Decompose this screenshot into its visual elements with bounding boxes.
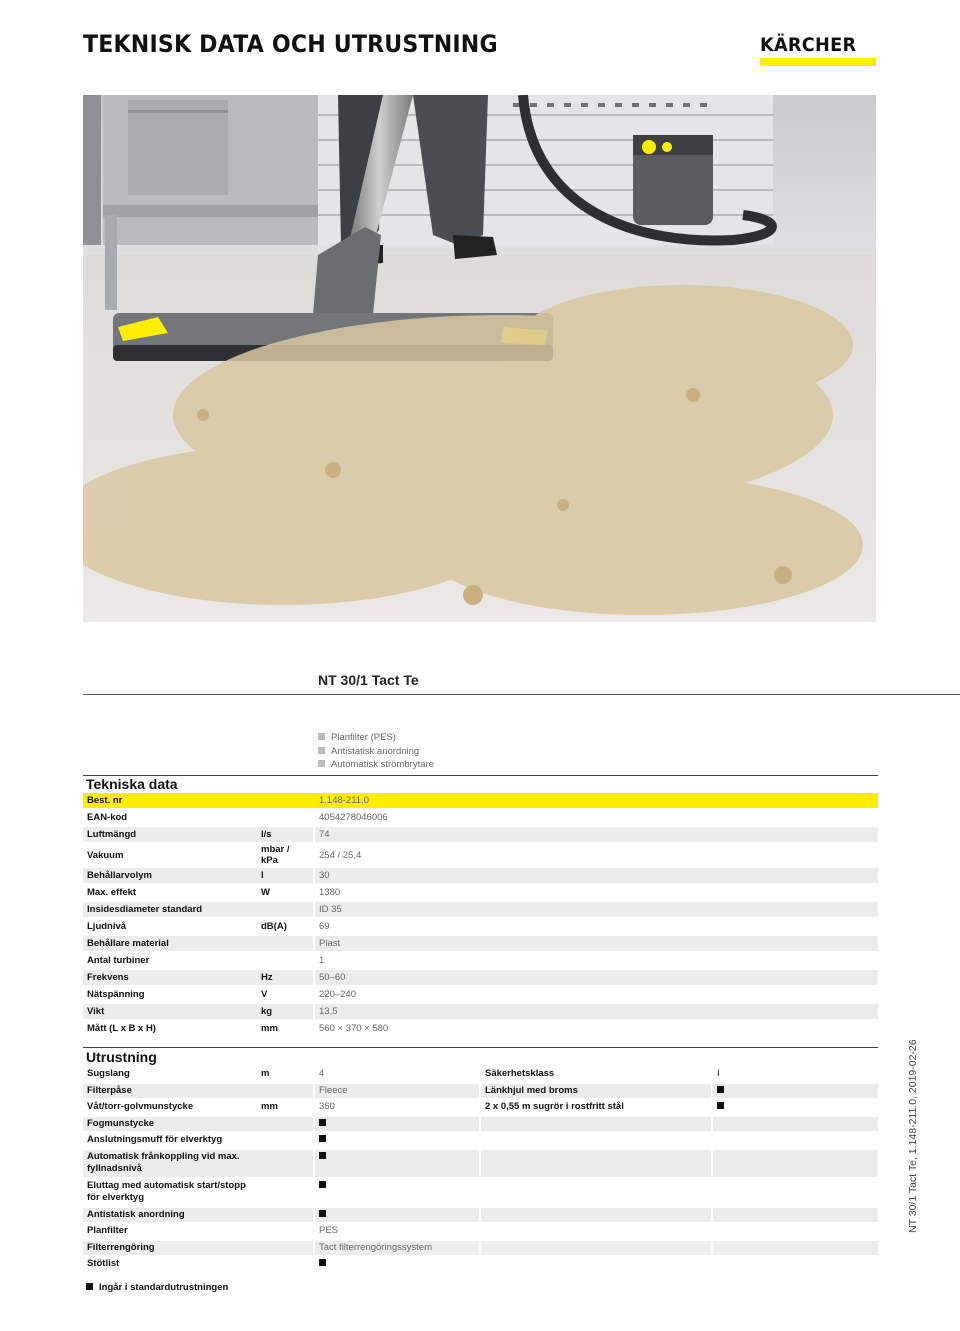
included-square-icon bbox=[319, 1181, 326, 1188]
equip-name-right bbox=[481, 1179, 711, 1206]
table-row bbox=[83, 1208, 878, 1223]
table-row bbox=[83, 1257, 878, 1272]
equip-value: PES bbox=[319, 1225, 339, 1236]
section-divider bbox=[83, 1047, 878, 1048]
spec-name: Vikt bbox=[83, 1004, 257, 1019]
table-row bbox=[83, 844, 878, 866]
spec-name: Behållare material bbox=[83, 936, 257, 951]
feature-item: Antistatisk anordning bbox=[318, 745, 434, 759]
spec-unit: l bbox=[257, 868, 313, 883]
equip-unit bbox=[257, 1208, 313, 1223]
equip-name: Filterrengöring bbox=[83, 1241, 257, 1256]
spec-name: Best. nr bbox=[83, 793, 257, 808]
table-row bbox=[83, 1084, 878, 1099]
spec-unit bbox=[257, 793, 313, 808]
equip-value bbox=[315, 1133, 479, 1148]
spec-unit: kg bbox=[257, 1004, 313, 1019]
equip-value: Tact filterrengöringssystem bbox=[315, 1241, 479, 1256]
spec-unit: V bbox=[257, 987, 313, 1002]
table-row bbox=[83, 970, 878, 985]
spec-name: Antal turbiner bbox=[83, 953, 257, 968]
equip-value-right bbox=[713, 1100, 878, 1115]
spec-unit: l/s bbox=[257, 827, 313, 842]
legend bbox=[86, 1282, 228, 1293]
section-divider bbox=[83, 775, 878, 776]
included-square-icon bbox=[717, 1102, 724, 1109]
spec-name: Ljudnivå bbox=[83, 919, 257, 934]
equip-value-right bbox=[713, 1241, 878, 1256]
logo-text: KÄRCHER bbox=[760, 34, 857, 56]
spec-value: ID 35 bbox=[315, 902, 878, 917]
included-square-icon bbox=[319, 1259, 326, 1266]
included-square-icon bbox=[319, 1135, 326, 1142]
equipment-table bbox=[83, 1065, 878, 1274]
spec-value: 1380 bbox=[315, 885, 878, 900]
equip-name: Planfilter bbox=[87, 1225, 128, 1236]
equip-unit bbox=[257, 1224, 313, 1239]
spec-unit bbox=[257, 953, 313, 968]
spec-value: 220–240 bbox=[315, 987, 878, 1002]
standard-equipment-square-icon bbox=[86, 1283, 93, 1290]
equip-value-right bbox=[713, 1133, 878, 1148]
spec-unit bbox=[257, 810, 313, 825]
spec-name: Max. effekt bbox=[83, 885, 257, 900]
section-title-equipment: Utrustning bbox=[86, 1049, 157, 1065]
equip-unit: m bbox=[261, 1068, 270, 1079]
feature-item: Planfilter (PES) bbox=[318, 731, 434, 745]
table-row bbox=[83, 885, 878, 900]
equip-unit bbox=[257, 1179, 313, 1206]
included-square-icon bbox=[319, 1119, 326, 1126]
equip-value: 360 bbox=[319, 1101, 335, 1112]
equip-name: Antistatisk anordning bbox=[83, 1208, 257, 1223]
feature-list bbox=[318, 731, 434, 772]
tech-data-table bbox=[83, 791, 878, 1038]
table-row bbox=[83, 1179, 878, 1206]
spec-name: Luftmängd bbox=[83, 827, 257, 842]
equip-name-right bbox=[481, 1150, 711, 1177]
logo-yellow-bar bbox=[760, 58, 876, 66]
table-row bbox=[83, 1067, 878, 1082]
spec-value: 69 bbox=[315, 919, 878, 934]
equip-unit bbox=[257, 1150, 313, 1177]
table-row bbox=[83, 810, 878, 825]
table-row bbox=[83, 868, 878, 883]
equip-value-right: I bbox=[717, 1068, 720, 1079]
spec-unit bbox=[257, 902, 313, 917]
page-title: TEKNISK DATA OCH UTRUSTNING bbox=[83, 30, 498, 58]
header-divider bbox=[83, 694, 960, 695]
product-photo bbox=[83, 95, 876, 622]
equip-unit bbox=[257, 1117, 313, 1132]
spec-value: 254 / 25,4 bbox=[315, 844, 878, 866]
table-row bbox=[83, 1133, 878, 1148]
table-row bbox=[83, 1224, 878, 1239]
equip-unit bbox=[257, 1084, 313, 1099]
included-square-icon bbox=[319, 1152, 326, 1159]
equip-name-right: 2 x 0,55 m sugrör i rostfritt stål bbox=[485, 1101, 624, 1112]
spec-unit: mbar / kPa bbox=[257, 844, 313, 866]
equip-name: Sugslang bbox=[87, 1068, 130, 1079]
table-row bbox=[83, 919, 878, 934]
spec-name: EAN-kod bbox=[83, 810, 257, 825]
brand-logo bbox=[760, 34, 876, 66]
equip-value-right bbox=[713, 1208, 878, 1223]
equip-name: Fogmunstycke bbox=[83, 1117, 257, 1132]
table-row bbox=[83, 1117, 878, 1132]
spec-unit: W bbox=[257, 885, 313, 900]
table-row bbox=[83, 1004, 878, 1019]
spec-name: Vakuum bbox=[83, 844, 257, 866]
equip-value-right bbox=[713, 1179, 878, 1206]
table-row bbox=[83, 1150, 878, 1177]
equip-unit bbox=[257, 1241, 313, 1256]
equip-name-right bbox=[481, 1241, 711, 1256]
spec-name: Nätspänning bbox=[83, 987, 257, 1002]
table-row bbox=[83, 793, 878, 808]
equip-value bbox=[315, 1150, 479, 1177]
bullet-square-icon bbox=[318, 733, 325, 740]
section-title-tech: Tekniska data bbox=[86, 776, 178, 792]
spec-value: 13,5 bbox=[315, 1004, 878, 1019]
equip-name: Stötlist bbox=[87, 1258, 120, 1269]
spec-value: 74 bbox=[315, 827, 878, 842]
equip-name: Automatisk frånkoppling vid max. fyllnadsnivå bbox=[83, 1150, 257, 1177]
table-row bbox=[83, 936, 878, 951]
spec-value: 50–60 bbox=[315, 970, 878, 985]
table-row bbox=[83, 1100, 878, 1115]
spec-unit: Hz bbox=[257, 970, 313, 985]
equip-value bbox=[315, 1208, 479, 1223]
included-square-icon bbox=[319, 1210, 326, 1217]
equip-name: Våt/torr-golvmunstycke bbox=[87, 1101, 194, 1112]
equip-unit bbox=[257, 1257, 313, 1272]
equip-value-right bbox=[713, 1150, 878, 1177]
equip-name-right bbox=[481, 1208, 711, 1223]
equip-name-right: Säkerhetsklass bbox=[485, 1068, 555, 1079]
legend-label: Ingår i standardutrustningen bbox=[99, 1282, 229, 1293]
equip-unit bbox=[257, 1133, 313, 1148]
equip-name-right: Länkhjul med broms bbox=[481, 1084, 711, 1099]
spec-name: Insidesdiameter standard bbox=[83, 902, 257, 917]
spec-unit: dB(A) bbox=[257, 919, 313, 934]
spec-name: Frekvens bbox=[83, 970, 257, 985]
equip-name-right bbox=[481, 1117, 711, 1132]
table-row bbox=[83, 827, 878, 842]
spec-value: 1.148-211.0 bbox=[315, 793, 878, 808]
equip-value bbox=[315, 1179, 479, 1206]
table-row bbox=[83, 902, 878, 917]
spec-value: 4054278046006 bbox=[315, 810, 878, 825]
equip-value bbox=[315, 1117, 479, 1132]
spec-value: Plast bbox=[315, 936, 878, 951]
spec-value: 1 bbox=[315, 953, 878, 968]
equip-value: Fleece bbox=[315, 1084, 479, 1099]
equip-name-right bbox=[481, 1224, 711, 1239]
equip-unit: mm bbox=[261, 1101, 278, 1112]
table-row bbox=[83, 1021, 878, 1036]
spec-unit: mm bbox=[257, 1021, 313, 1036]
table-row bbox=[83, 987, 878, 1002]
equip-value: 4 bbox=[319, 1068, 325, 1079]
equip-name: Eluttag med automatisk start/stopp för elverktyg bbox=[87, 1179, 246, 1203]
table-row bbox=[83, 953, 878, 968]
spec-value: 560 × 370 × 580 bbox=[315, 1021, 878, 1036]
spec-unit bbox=[257, 936, 313, 951]
document-reference: NT 30/1 Tact Te, 1.148-211.0, 2019-02-26 bbox=[907, 1039, 919, 1233]
table-row bbox=[83, 1241, 878, 1256]
equip-value-right bbox=[713, 1084, 878, 1099]
equip-value bbox=[315, 1257, 479, 1272]
spec-name: Behållarvolym bbox=[83, 868, 257, 883]
bullet-square-icon bbox=[318, 747, 325, 754]
equip-name: Filterpåse bbox=[83, 1084, 257, 1099]
spec-name: Mått (L x B x H) bbox=[83, 1021, 257, 1036]
equip-value-right bbox=[713, 1117, 878, 1132]
equip-name-right bbox=[481, 1257, 711, 1272]
equip-value-right bbox=[713, 1224, 878, 1239]
feature-item: Automatisk strömbrytare bbox=[318, 758, 434, 772]
spec-value: 30 bbox=[315, 868, 878, 883]
bullet-square-icon bbox=[318, 760, 325, 767]
equip-name-right bbox=[481, 1133, 711, 1148]
product-model-title: NT 30/1 Tact Te bbox=[318, 672, 419, 688]
included-square-icon bbox=[717, 1086, 724, 1093]
equip-value-right bbox=[713, 1257, 878, 1272]
vacuum-floor-scene-image bbox=[83, 95, 876, 622]
equip-name: Anslutningsmuff för elverktyg bbox=[87, 1134, 223, 1145]
